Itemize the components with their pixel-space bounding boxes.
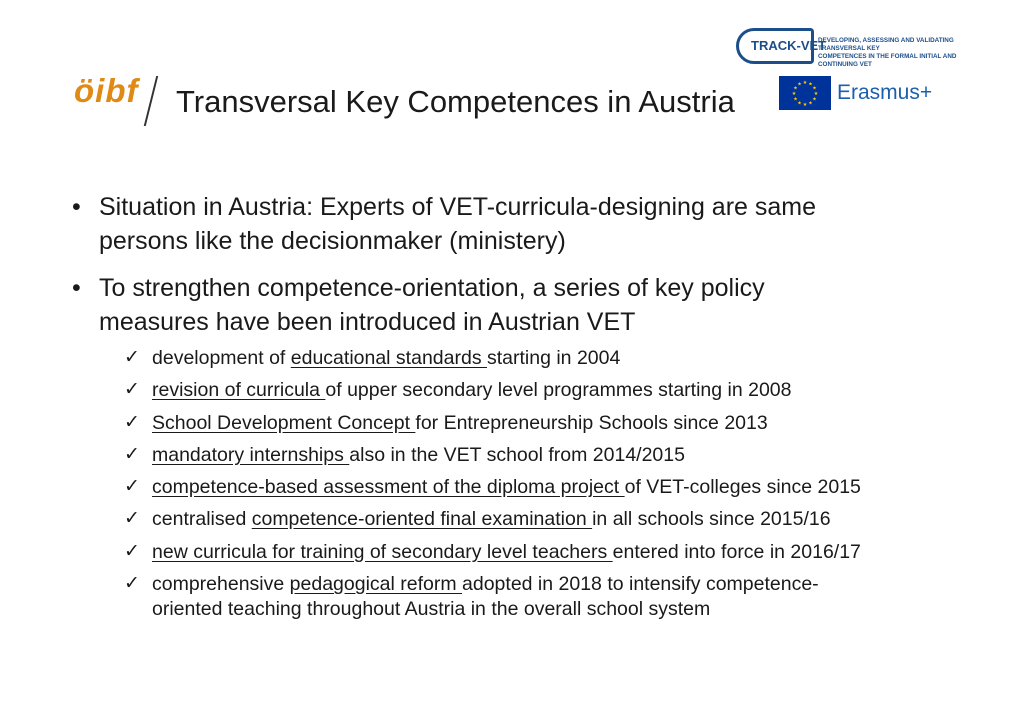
measure-highlight: School Development Concept bbox=[152, 411, 416, 434]
svg-text:★: ★ bbox=[812, 85, 817, 92]
eu-flag-icon bbox=[779, 76, 831, 110]
check-icon: ✓ bbox=[124, 347, 140, 368]
svg-text:★: ★ bbox=[813, 91, 819, 97]
trackvet-badge-label: TRACK-VET bbox=[751, 38, 827, 53]
trackvet-badge bbox=[736, 28, 827, 64]
measure-text: also in the VET school from 2014/2015 bbox=[349, 443, 685, 466]
measure-text: adopted in 2018 to intensify competence- bbox=[462, 573, 819, 596]
measure-highlight: revision of curricula bbox=[152, 379, 326, 402]
bullet-text-line: measures have been introduced in Austrian VET bbox=[99, 308, 636, 336]
measure-text: of VET-colleges since 2015 bbox=[624, 476, 861, 499]
svg-text:★: ★ bbox=[808, 100, 813, 107]
check-icon: ✓ bbox=[124, 540, 140, 562]
measure-item bbox=[124, 507, 964, 532]
oibf-logo bbox=[74, 74, 138, 107]
measure-highlight: competence-based assessment of the diploma project bbox=[152, 476, 625, 499]
measure-item bbox=[124, 540, 964, 565]
page-title: Transversal Key Competences in Austria bbox=[176, 84, 735, 119]
measure-text: development of bbox=[152, 347, 291, 369]
oibf-logo-text: öibf bbox=[74, 72, 139, 109]
measure-highlight: new curricula for training of secondary level teachers bbox=[152, 540, 613, 563]
svg-text:★: ★ bbox=[793, 85, 798, 92]
check-icon: ✓ bbox=[124, 411, 140, 433]
svg-text:★: ★ bbox=[797, 100, 802, 107]
svg-text:★: ★ bbox=[812, 96, 817, 103]
measure-text: for Entrepreneurship Schools since 2013 bbox=[415, 411, 768, 434]
measure-item bbox=[124, 572, 964, 622]
measure-text: of upper secondary level programmes starting in 2008 bbox=[325, 379, 792, 402]
measure-item bbox=[124, 443, 964, 468]
svg-text:★: ★ bbox=[802, 80, 808, 86]
logo-divider bbox=[144, 76, 158, 126]
svg-text:★: ★ bbox=[808, 81, 813, 88]
measure-text-continued: oriented teaching throughout Austria in the overall school system bbox=[152, 598, 711, 621]
bullet-marker: • bbox=[72, 193, 81, 221]
svg-text:★: ★ bbox=[797, 81, 802, 88]
bullet-item bbox=[72, 271, 972, 339]
measure-text: comprehensive bbox=[152, 573, 290, 596]
check-icon: ✓ bbox=[124, 379, 140, 401]
measure-item bbox=[124, 475, 964, 500]
bullet-text-line: Situation in Austria: Experts of VET-curricula-designing are same bbox=[99, 193, 817, 221]
measure-highlight: educational standards bbox=[290, 347, 487, 369]
check-icon: ✓ bbox=[124, 443, 140, 465]
erasmus-label: Erasmus+ bbox=[837, 81, 933, 104]
measure-item bbox=[124, 378, 964, 403]
check-icon: ✓ bbox=[124, 508, 140, 530]
measure-text: in all schools since 2015/16 bbox=[592, 508, 831, 531]
bullet-text-line: To strengthen competence-orientation, a series of key policy bbox=[99, 274, 765, 302]
measure-text: starting in 2004 bbox=[486, 347, 621, 369]
trackvet-tagline bbox=[818, 37, 998, 69]
svg-text:★: ★ bbox=[802, 102, 808, 108]
bullet-item bbox=[72, 190, 972, 258]
check-icon: ✓ bbox=[124, 476, 140, 498]
measure-text: centralised bbox=[152, 508, 252, 531]
svg-text:★: ★ bbox=[793, 96, 798, 103]
bullet-marker: • bbox=[72, 274, 81, 302]
slide-content bbox=[72, 190, 972, 629]
trackvet-tagline-line: COMPETENCES IN THE FORMAL INITIAL AND CONTINUING VET bbox=[818, 53, 957, 68]
trackvet-logo bbox=[736, 28, 998, 66]
bullet-text-line: persons like the decisionmaker (ministery) bbox=[99, 227, 566, 255]
measure-item bbox=[124, 346, 964, 371]
measure-highlight: mandatory internships bbox=[152, 443, 350, 466]
measure-highlight: competence-oriented final examination bbox=[251, 508, 593, 531]
svg-text:★: ★ bbox=[791, 91, 797, 97]
measures-list bbox=[124, 346, 964, 622]
measure-item bbox=[124, 411, 964, 436]
check-icon: ✓ bbox=[124, 573, 140, 595]
measure-highlight: pedagogical reform bbox=[289, 573, 463, 596]
trackvet-tagline-line: DEVELOPING, ASSESSING AND VALIDATING TRANSVERSAL KEY bbox=[818, 37, 954, 52]
measure-text: entered into force in 2016/17 bbox=[612, 540, 861, 563]
